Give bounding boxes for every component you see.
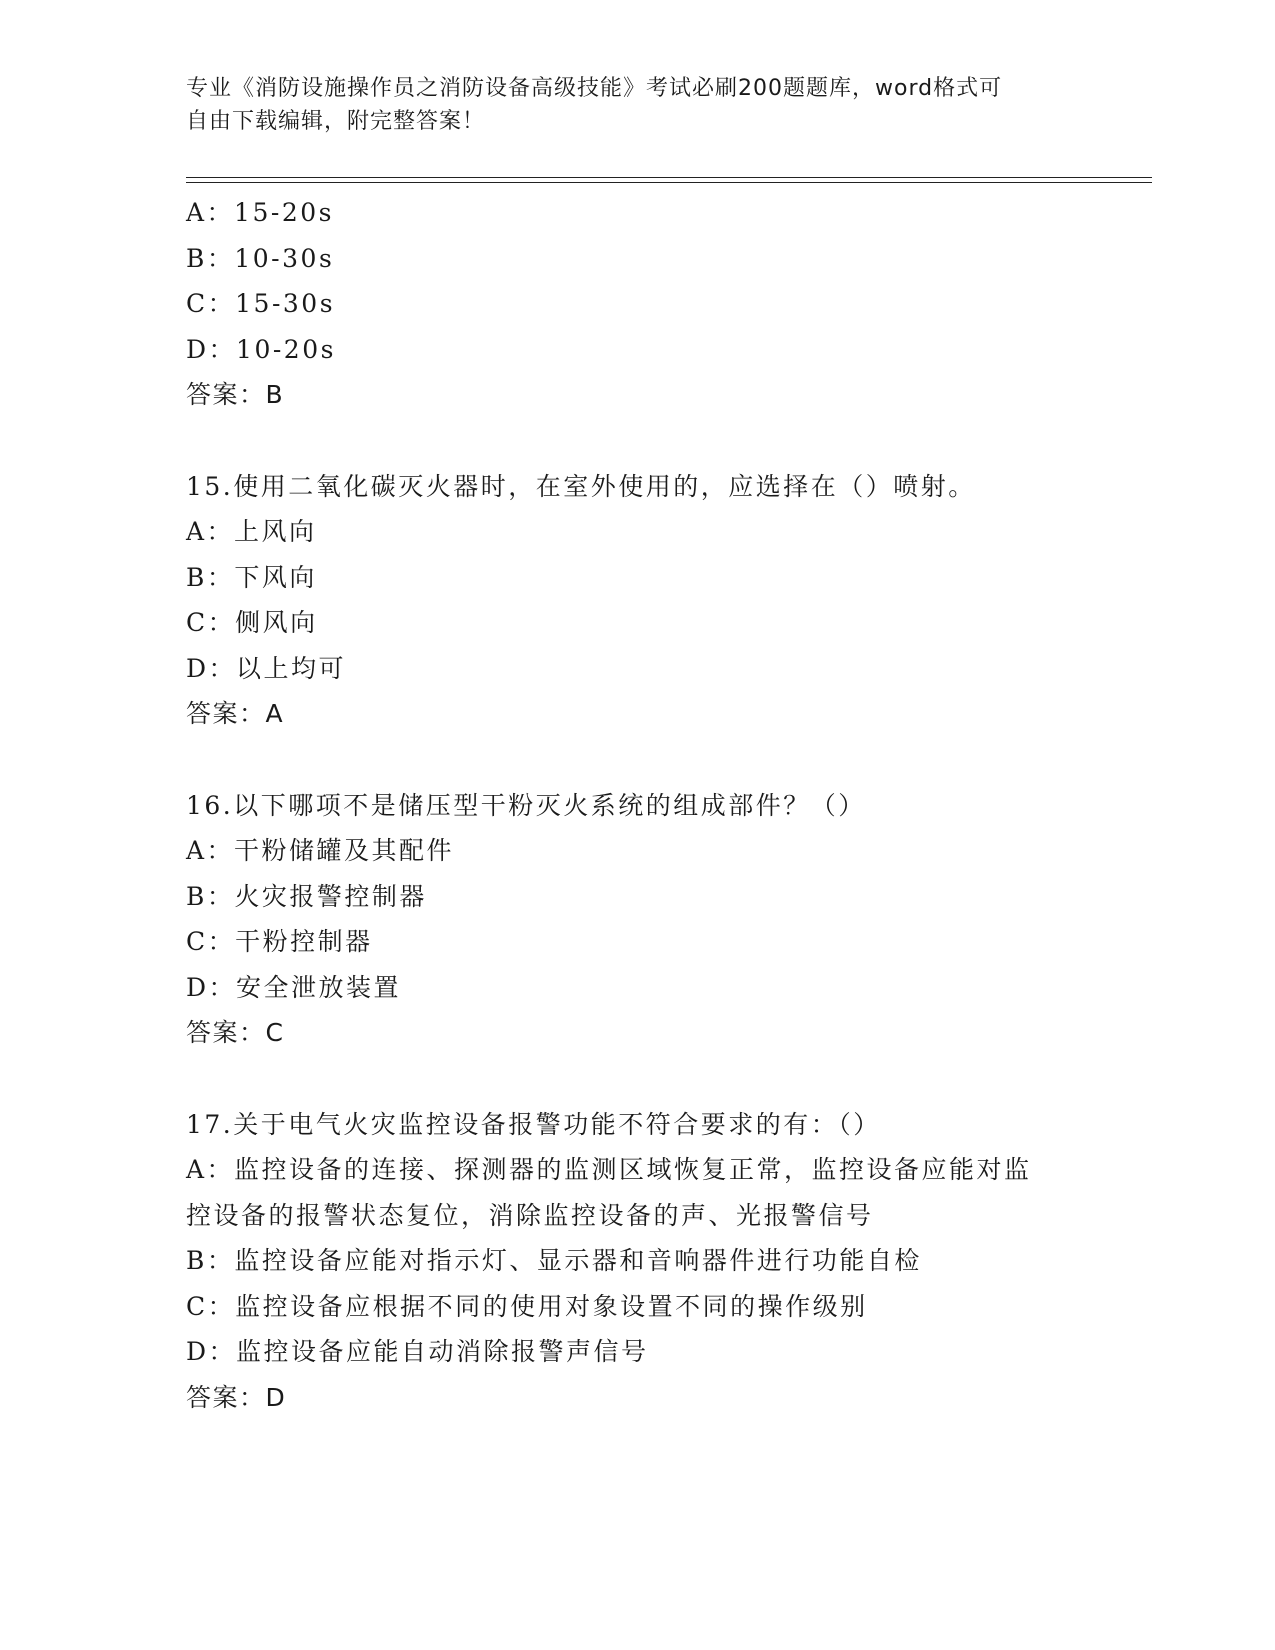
option-a: A：15-20s: [186, 198, 334, 227]
option-b: B：下风向: [186, 562, 317, 592]
answer-line: 答案：A: [186, 699, 285, 728]
answer-line: 答案：C: [186, 1018, 285, 1047]
question-text: 15.使用二氧化碳灭火器时，在室外使用的，应选择在（）喷射。: [186, 471, 976, 501]
option-b: B：监控设备应能对指示灯、显示器和音响器件进行功能自检: [186, 1246, 922, 1275]
option-b: B：火灾报警控制器: [186, 881, 427, 911]
option-c: C：监控设备应根据不同的使用对象设置不同的操作级别: [186, 1291, 868, 1321]
question-block-prev: [186, 190, 1126, 418]
question-block-16: [186, 783, 1126, 1056]
document-header: [186, 72, 1086, 138]
question-block-15: [186, 464, 1126, 737]
question-block-17: [186, 1102, 1126, 1421]
header-divider-top: [186, 177, 1152, 178]
question-list: [186, 190, 1126, 1420]
option-a-line1: A：监控设备的连接、探测器的监测区域恢复正常，监控设备应能对监: [186, 1155, 1032, 1184]
answer-line: 答案：B: [186, 380, 285, 409]
spacer: [186, 418, 1126, 464]
option-d: D：监控设备应能自动消除报警声信号: [186, 1337, 649, 1366]
option-a-line2: 控设备的报警状态复位，消除监控设备的声、光报警信号: [186, 1200, 874, 1230]
option-b: B：10-30s: [186, 243, 335, 273]
spacer: [186, 1056, 1126, 1102]
option-c: C：15-30s: [186, 289, 336, 318]
option-c: C：侧风向: [186, 608, 318, 637]
option-d: D：安全泄放装置: [186, 972, 402, 1002]
answer-line: 答案：D: [186, 1382, 287, 1412]
option-a: A：干粉储罐及其配件: [186, 836, 455, 865]
header-title-line2: 自由下载编辑，附完整答案！: [186, 109, 486, 134]
question-text: 17.关于电气火灾监控设备报警功能不符合要求的有：（）: [186, 1109, 881, 1139]
header-divider-bottom: [186, 182, 1152, 183]
option-c: C：干粉控制器: [186, 927, 373, 956]
option-a: A：上风向: [186, 517, 317, 546]
option-d: D：10-20s: [186, 334, 336, 364]
spacer: [186, 737, 1126, 783]
question-text: 16.以下哪项不是储压型干粉灭火系统的组成部件？（）: [186, 790, 866, 820]
option-d: D：以上均可: [186, 653, 347, 683]
header-title-line1: 专业《消防设施操作员之消防设备高级技能》考试必刷200题题库，word格式可: [186, 76, 1003, 101]
